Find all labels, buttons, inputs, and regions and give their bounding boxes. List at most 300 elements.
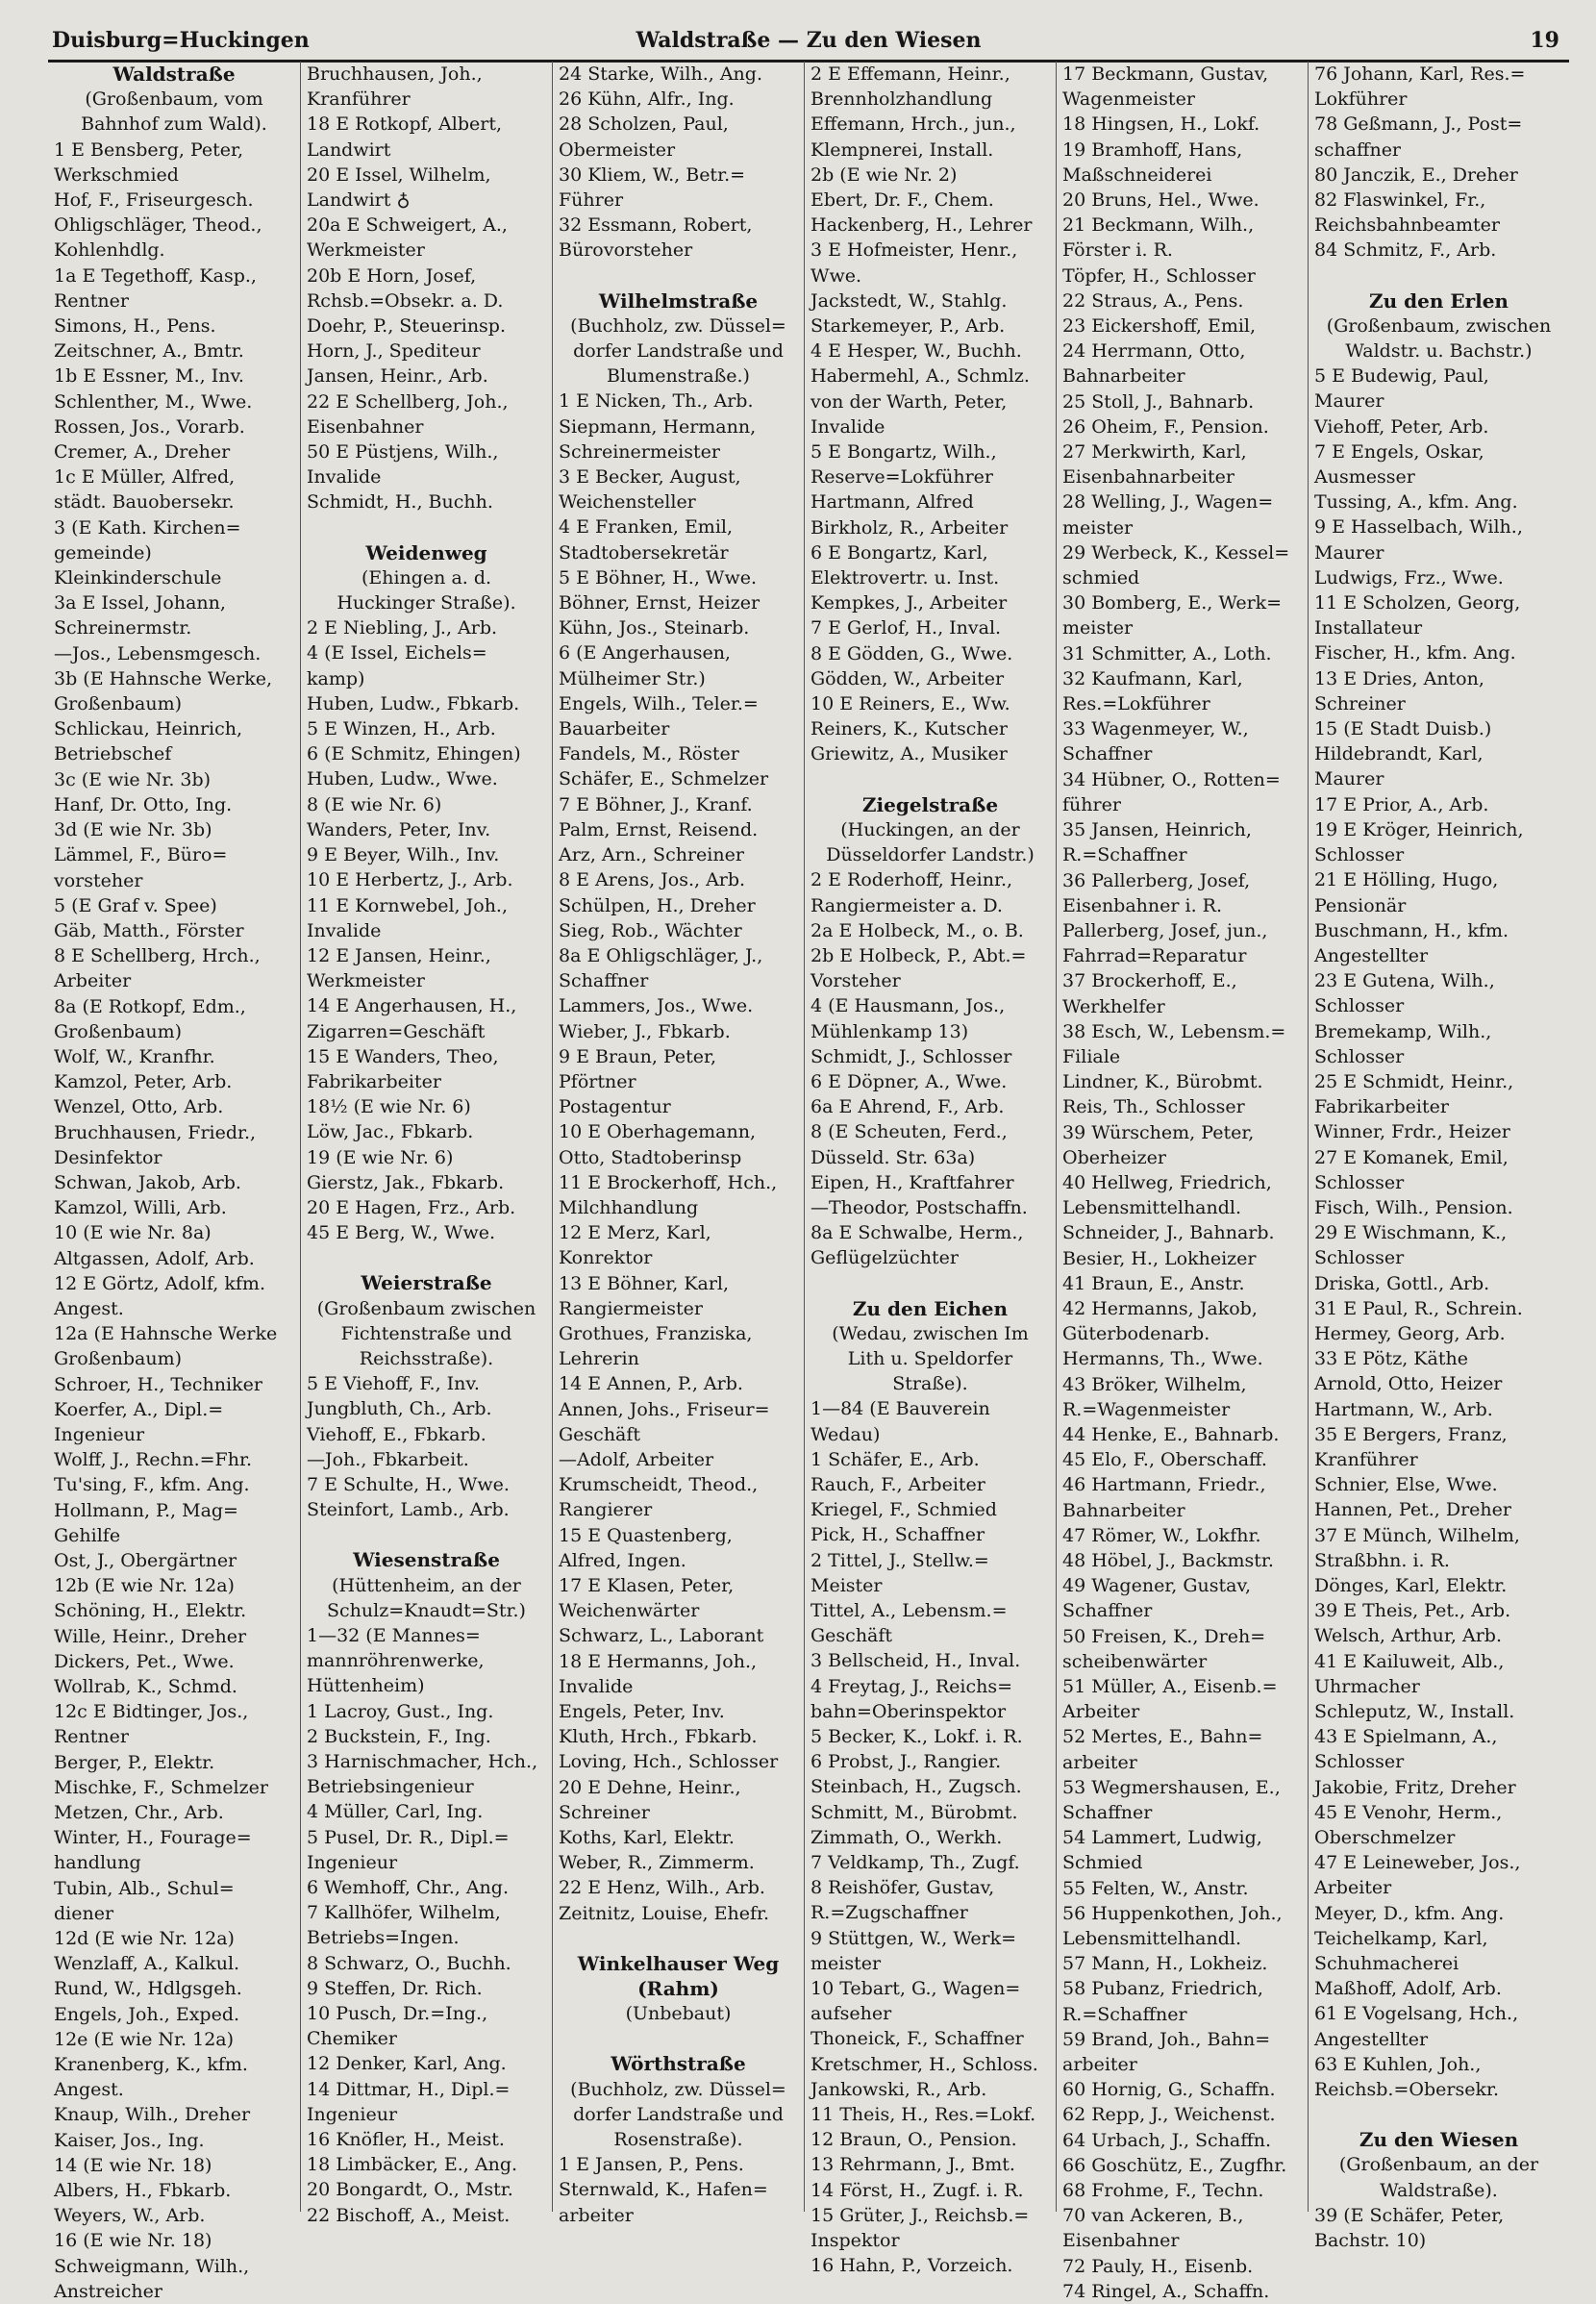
directory-entry: 22 E Schellberg, Joh., [307, 390, 509, 413]
directory-entry: 10 (E wie Nr. 8a) [54, 1222, 212, 1244]
directory-entry: Mischke, F., Schmelzer [54, 1776, 268, 1798]
directory-entry: Winter, H., Fourage= [54, 1827, 252, 1849]
directory-entry: handlung [54, 1852, 141, 1874]
directory-entry: Rentner [54, 289, 129, 312]
directory-entry: Rangierer [559, 1499, 653, 1521]
directory-entry: 14 Först, H., Zugf. i. R. [810, 2179, 1024, 2201]
directory-entry: 12d (E wie Nr. 12a) [54, 1928, 235, 1950]
directory-entry: 59 Brand, Joh., Bahn= [1062, 2028, 1271, 2050]
directory-entry: Jackstedt, W., Stahlg. [810, 289, 1008, 312]
directory-entry: Schlosser [1314, 1171, 1405, 1193]
directory-entry: 39 (E Schäfer, Peter, [1314, 2204, 1505, 2226]
directory-entry: —Jos., Lebensmgesch. [54, 642, 262, 664]
street-location-note: (Hüttenheim, an der [332, 1574, 521, 1596]
directory-entry: Kranführer [1314, 1448, 1418, 1470]
directory-entry: führer [1062, 793, 1121, 815]
street-heading: Waldstraße [112, 63, 236, 86]
directory-entry: 14 E Annen, P., Arb. [559, 1373, 743, 1395]
directory-entry: 15 E Wanders, Theo, [307, 1045, 499, 1067]
directory-entry: Sieg, Rob., Wächter [559, 919, 742, 941]
directory-entry: meister [1062, 617, 1134, 639]
directory-entry: 50 Freisen, K., Dreh= [1062, 1625, 1266, 1647]
directory-entry: Klempnerei, Install. [810, 138, 994, 161]
directory-entry: 29 Werbeck, K., Kessel= [1062, 541, 1290, 563]
directory-entry: Kempkes, J., Arbeiter [810, 592, 1008, 614]
directory-entry: 36 Pallerberg, Josef, [1062, 869, 1251, 891]
directory-entry: 4 E Hesper, W., Buchh. [810, 340, 1022, 363]
directory-entry: Metzen, Chr., Arb. [54, 1802, 224, 1824]
directory-entry: 41 Braun, E., Anstr. [1062, 1272, 1245, 1294]
directory-entry: Fabrikarbeiter [1314, 1096, 1449, 1118]
directory-entry: Betriebschef [54, 743, 172, 765]
directory-entry: 12 E Jansen, Heinr., [307, 944, 491, 966]
directory-entry: Betriebsingenieur [307, 1776, 474, 1798]
street-location-note: Waldstr. u. Bachstr.) [1345, 340, 1533, 363]
directory-entry: 37 Brockerhoff, E., [1062, 970, 1237, 992]
directory-entry: Wwe. [810, 264, 862, 287]
directory-entry: R.=Schaffner [1062, 2003, 1187, 2025]
directory-entry: schmied [1062, 567, 1140, 589]
directory-entry: Oberheizer [1062, 1146, 1166, 1168]
directory-entry: 11 E Brockerhoff, Hch., [559, 1171, 778, 1193]
column-5 [1056, 62, 1308, 2302]
directory-entry: 3 Harnischmacher, Hch., [307, 1751, 538, 1772]
directory-entry: 11 E Scholzen, Georg, [1314, 592, 1521, 614]
directory-entry: 8 E Gödden, G., Wwe. [810, 642, 1013, 664]
directory-entry: 37 E Münch, Wilhelm, [1314, 1524, 1520, 1546]
directory-entry: Engels, Joh., Exped. [54, 2003, 240, 2025]
directory-entry: scheibenwärter [1062, 1650, 1208, 1672]
directory-entry: 1b E Essner, M., Inv. [54, 365, 244, 388]
directory-entry: Schlosser [1314, 995, 1405, 1017]
directory-entry: 7 E Schulte, H., Wwe. [307, 1473, 510, 1495]
street-location-note: (Großenbaum, zwischen [1326, 314, 1552, 337]
directory-entry: 33 Wagenmeyer, W., [1062, 718, 1249, 740]
directory-entry: Pförtner [559, 1070, 636, 1092]
directory-entry: Schreinermeister [559, 440, 720, 463]
directory-entry: Lammers, Jos., Wwe. [559, 995, 754, 1017]
directory-entry: Reserve=Lokführer [810, 466, 994, 488]
directory-entry: 29 E Wischmann, K., [1314, 1222, 1508, 1244]
directory-entry: Pensionär [1314, 894, 1407, 916]
directory-entry: 12c E Bidtinger, Jos., [54, 1701, 249, 1723]
directory-entry: Schreiner [1314, 692, 1406, 714]
directory-entry: Anstreicher [54, 2280, 162, 2302]
directory-entry: Siepmann, Hermann, [559, 415, 757, 438]
directory-entry: 7 Veldkamp, Th., Zugf. [810, 1852, 1020, 1874]
directory-entry: 30 Bomberg, E., Werk= [1062, 592, 1283, 614]
directory-entry: Steinbach, H., Zugsch. [810, 1776, 1022, 1798]
directory-entry: 57 Mann, H., Lokheiz. [1062, 1953, 1268, 1975]
directory-entry: Schreinermstr. [54, 617, 192, 639]
directory-entry: Weber, R., Zimmerm. [559, 1852, 755, 1874]
directory-entry: Gödden, W., Arbeiter [810, 667, 1005, 689]
directory-entry: Reichsbahnbeamter [1314, 214, 1500, 237]
directory-entry: Gehilfe [54, 1524, 121, 1546]
street-heading: Wörthstraße [611, 2052, 746, 2076]
directory-entry: Maurer [1314, 390, 1384, 413]
directory-entry: Schlenther, M., Wwe. [54, 390, 253, 413]
directory-entry: 13 E Dries, Anton, [1314, 667, 1484, 689]
directory-entry: Fabrikarbeiter [307, 1070, 441, 1092]
directory-entry: 76 Johann, Karl, Res.= [1314, 63, 1526, 85]
directory-entry: Koerfer, A., Dipl.= [54, 1398, 224, 1420]
directory-entry: 9 Steffen, Dr. Rich. [307, 1977, 483, 1999]
directory-entry: 12 E Merz, Karl, [559, 1222, 711, 1244]
directory-entry: 47 E Leineweber, Jos., [1314, 1852, 1521, 1874]
directory-entry: Schuhmacherei [1314, 1953, 1459, 1975]
directory-entry: 6 E Bongartz, Karl, [810, 541, 988, 563]
directory-entry: schaffner [1314, 138, 1402, 161]
directory-entry: Inspektor [810, 2230, 900, 2252]
directory-entry: Otto, Stadtoberinsp [559, 1146, 742, 1168]
directory-entry: Hackenberg, H., Lehrer [810, 214, 1033, 237]
directory-entry: Schlosser [1314, 1045, 1405, 1067]
directory-entry: Arbeiter [1062, 1701, 1140, 1723]
directory-entry: 14 E Angerhausen, H., [307, 995, 517, 1017]
directory-entry: 10 E Oberhagemann, [559, 1121, 757, 1143]
directory-entry: 12e (E wie Nr. 12a) [54, 2028, 235, 2050]
directory-entry: Fisch, Wilh., Pension. [1314, 1196, 1513, 1218]
directory-entry: Horn, J., Spediteur [307, 340, 481, 363]
directory-entry: Maurer [1314, 768, 1384, 790]
directory-entry: Hartmann, Alfred [810, 491, 974, 513]
directory-entry: Koths, Karl, Elektr. [559, 1827, 735, 1849]
directory-entry: 60 Hornig, G., Schaffn. [1062, 2079, 1276, 2101]
directory-entry: 3b (E Hahnsche Werke, [54, 667, 272, 689]
directory-entry: Dönges, Karl, Elektr. [1314, 1574, 1508, 1596]
directory-entry: Sternwald, K., Hafen= [559, 2179, 768, 2201]
directory-entry: 4 Müller, Carl, Ing. [307, 1801, 484, 1823]
directory-entry: Wenzlaff, A., Kalkul. [54, 1953, 240, 1975]
street-location-note: Lith u. Speldorfer [847, 1347, 1013, 1369]
directory-entry: Res.=Lokführer [1062, 693, 1210, 715]
page-header [48, 21, 1569, 63]
directory-entry: Gäb, Matth., Förster [54, 919, 244, 941]
directory-entry: 18 E Rotkopf, Albert, [307, 113, 503, 136]
directory-entry: 12b (E wie Nr. 12a) [54, 1575, 235, 1597]
street-location-note: (Großenbaum zwischen [316, 1297, 536, 1319]
directory-entry: Kühn, Jos., Steinarb. [559, 617, 750, 639]
street-location-note: Schulz=Knaudt=Str.) [327, 1599, 526, 1621]
directory-columns [48, 62, 1569, 2302]
directory-entry: 25 E Schmidt, Heinr., [1314, 1070, 1514, 1092]
directory-entry: 2b (E wie Nr. 2) [810, 163, 958, 186]
street-heading: Winkelhauser Weg [577, 1951, 780, 1975]
directory-entry: 18 Limbäcker, E., Ang. [307, 2154, 518, 2176]
directory-entry: Kohlenhdlg. [54, 239, 165, 262]
directory-entry: 2b E Holbeck, P., Abt.= [810, 944, 1027, 966]
directory-entry: 1 E Nicken, Th., Arb. [559, 390, 754, 413]
directory-entry: 6 (E Schmitz, Ehingen) [307, 743, 521, 765]
directory-entry: Schwan, Jakob, Arb. [54, 1171, 241, 1193]
directory-entry: Winner, Frdr., Heizer [1314, 1121, 1510, 1143]
directory-entry: Tubin, Alb., Schul= [54, 1877, 235, 1899]
directory-entry: 56 Huppenkothen, Joh., [1062, 1902, 1283, 1924]
directory-entry: Krumscheidt, Theod., [559, 1474, 759, 1496]
directory-entry: Wieber, J., Fbkarb. [559, 1020, 731, 1042]
directory-entry: Invalide [307, 466, 382, 488]
directory-entry: 33 E Pötz, Käthe [1314, 1348, 1468, 1370]
directory-entry: 2 E Niebling, J., Arb. [307, 617, 498, 639]
directory-entry: Viehoff, Peter, Arb. [1314, 415, 1489, 438]
column-1 [48, 62, 300, 2302]
directory-entry: 43 Bröker, Wilhelm, [1062, 1373, 1247, 1395]
directory-entry: Eisenbahner i. R. [1062, 894, 1223, 916]
directory-entry: Buschmann, H., kfm. [1314, 919, 1509, 941]
directory-entry: 24 Starke, Wilh., Ang. [559, 63, 762, 85]
directory-entry: Eipen, H., Kraftfahrer [810, 1171, 1014, 1193]
directory-entry: 11 E Kornwebel, Joh., [307, 894, 509, 916]
directory-entry: 9 E Hasselbach, Wilh., [1314, 516, 1523, 538]
directory-entry: Altgassen, Adolf, Arb. [54, 1247, 255, 1269]
directory-entry: 64 Urbach, J., Schaffn. [1062, 2129, 1272, 2151]
directory-entry: Ebert, Dr. F., Chem. [810, 189, 994, 212]
directory-entry: 19 Bramhoff, Hans, [1062, 138, 1243, 161]
directory-entry: —Theodor, Postschaffn. [810, 1196, 1028, 1218]
directory-entry: Arz, Arn., Schreiner [559, 844, 744, 866]
directory-entry: 19 E Kröger, Heinrich, [1314, 818, 1524, 840]
directory-entry: 16 (E wie Nr. 18) [54, 2230, 212, 2252]
directory-entry: Schlickau, Heinrich, [54, 718, 243, 740]
directory-entry: Hildebrandt, Karl, [1314, 743, 1484, 765]
directory-entry: Driska, Gottl., Arb. [1314, 1272, 1490, 1294]
directory-entry: 28 Welling, J., Wagen= [1062, 491, 1274, 513]
directory-entry: Huben, Ludw., Fbkarb. [307, 692, 520, 714]
directory-entry: Hartmann, W., Arb. [1314, 1398, 1493, 1420]
directory-entry: Maßschneiderei [1062, 163, 1212, 186]
directory-entry: 7 Kallhöfer, Wilhelm, [307, 1902, 501, 1924]
directory-entry: Pallerberg, Josef, jun., [1062, 919, 1268, 941]
directory-entry: 12 E Görtz, Adolf, kfm. [54, 1272, 265, 1294]
directory-entry: Filiale [1062, 1045, 1121, 1067]
directory-entry: 4 (E Hausmann, Jos., [810, 995, 1006, 1017]
directory-entry: Zigarren=Geschäft [307, 1020, 486, 1042]
directory-entry: Hof, F., Friseurgesch. [54, 189, 254, 212]
directory-entry: Rangiermeister [559, 1297, 703, 1319]
directory-entry: Schweigmann, Wilh., [54, 2255, 250, 2277]
street-heading: Weidenweg [365, 540, 487, 564]
directory-entry: Kranführer [307, 88, 411, 111]
directory-entry: Führer [559, 189, 624, 212]
directory-entry: Griewitz, A., Musiker [810, 743, 1008, 765]
directory-entry: Welsch, Arthur, Arb. [1314, 1625, 1503, 1647]
directory-entry: 74 Ringel, A., Schaffn. [1062, 2280, 1270, 2302]
directory-entry: 1a E Tegethoff, Kasp., [54, 264, 257, 287]
directory-entry: Effemann, Hrch., jun., [810, 113, 1016, 136]
directory-entry: Zeitschner, A., Bmtr. [54, 340, 244, 363]
directory-entry: 17 E Prior, A., Arb. [1314, 793, 1489, 815]
directory-entry: 39 Würschem, Peter, [1062, 1121, 1255, 1143]
street-location-note: Blumenstraße.) [607, 365, 750, 388]
directory-entry: Hüttenheim) [307, 1675, 425, 1697]
directory-entry: Stadtobersekretär [559, 541, 729, 563]
directory-entry: Oberschmelzer [1314, 1827, 1456, 1849]
column-4 [804, 62, 1056, 2277]
directory-entry: Eisenbahner [307, 415, 424, 438]
directory-entry: 6 Probst, J., Rangier. [810, 1751, 1002, 1773]
directory-entry: Ludwigs, Frz., Wwe. [1314, 566, 1504, 589]
directory-entry: R.=Zugschaffner [810, 1902, 968, 1924]
directory-entry: Bahnarbeiter [1062, 365, 1185, 388]
directory-entry: 44 Henke, E., Bahnarb. [1062, 1423, 1280, 1445]
directory-entry: 50 E Püstjens, Wilh., [307, 441, 499, 463]
directory-entry: 4 E Franken, Emil, [559, 516, 734, 538]
directory-entry: 6a E Ahrend, F., Arb. [810, 1096, 1005, 1118]
directory-entry: 3 E Becker, August, [559, 466, 741, 488]
directory-entry: Viehoff, E., Fbkarb. [307, 1423, 486, 1445]
directory-entry: Uhrmacher [1314, 1675, 1420, 1697]
directory-entry: 9 E Beyer, Wilh., Inv. [307, 844, 500, 866]
directory-entry: 35 Jansen, Heinrich, [1062, 819, 1252, 841]
directory-entry: Simons, H., Pens. [54, 315, 216, 338]
directory-entry: Geflügelzüchter [810, 1247, 959, 1269]
directory-entry: Bahnarbeiter [1062, 1499, 1185, 1521]
directory-entry: Vorsteher [810, 970, 901, 992]
directory-entry: Meyer, D., kfm. Ang. [1314, 1902, 1505, 1924]
street-location-note: Fichtenstraße und [340, 1322, 512, 1344]
directory-entry: Weyers, W., Arb. [54, 2205, 206, 2227]
directory-entry: Rossen, Jos., Vorarb. [54, 415, 245, 438]
street-location-note: dorfer Landstraße und [573, 2103, 784, 2125]
street-heading: Zu den Eichen [852, 1296, 1009, 1320]
directory-entry: Lebensmittelhandl. [1062, 1197, 1242, 1219]
directory-entry: Annen, Johs., Friseur= [559, 1398, 770, 1420]
directory-entry: 6 Wemhoff, Chr., Ang. [307, 1877, 509, 1899]
street-location-note: Waldstraße). [1380, 2179, 1498, 2201]
directory-entry: 4 Freytag, J., Reichs= [810, 1675, 1013, 1697]
directory-entry: städt. Bauobersekr. [54, 491, 235, 513]
directory-entry: 72 Pauly, H., Eisenb. [1062, 2255, 1254, 2277]
directory-entry: Werkmeister [307, 970, 425, 992]
directory-entry: 15 (E Stadt Duisb.) [1314, 718, 1492, 740]
directory-entry: 51 Müller, A., Eisenb.= [1062, 1676, 1278, 1697]
directory-entry: Schlosser [1314, 844, 1405, 866]
directory-entry: 5 E Viehoff, F., Inv. [307, 1373, 480, 1395]
directory-entry: Meister [810, 1574, 883, 1596]
directory-entry: Jungbluth, Ch., Arb. [307, 1398, 492, 1420]
directory-entry: 49 Wagener, Gustav, [1062, 1575, 1252, 1597]
directory-entry: Kaiser, Jos., Ing. [54, 2129, 205, 2151]
directory-entry: 3 (E Kath. Kirchen= [54, 516, 241, 538]
directory-entry: Lämmel, F., Büro= [54, 844, 228, 866]
directory-entry: Hermey, Georg, Arb. [1314, 1322, 1506, 1344]
directory-entry: 22 E Henz, Wilh., Arb. [559, 1877, 765, 1899]
directory-entry: 3a E Issel, Johann, [54, 592, 226, 614]
directory-entry: Löw, Jac., Fbkarb. [307, 1121, 474, 1143]
directory-entry: 3 E Hofmeister, Henr., [810, 239, 1018, 262]
directory-entry: 62 Repp, J., Weichenst. [1062, 2104, 1276, 2126]
directory-entry: Lokführer [1314, 88, 1408, 111]
directory-entry: Wanders, Peter, Inv. [307, 818, 491, 840]
directory-entry: 42 Hermanns, Jakob, [1062, 1297, 1258, 1319]
directory-entry: Wolff, J., Rechn.=Fhr. [54, 1449, 252, 1471]
directory-entry: Schülpen, H., Dreher [559, 894, 756, 916]
street-location-note: Rosenstraße). [613, 2129, 743, 2151]
directory-entry: Rauch, F., Arbeiter [810, 1473, 985, 1495]
directory-entry: 10 Tebart, G., Wagen= [810, 1978, 1021, 2000]
directory-entry: meister [810, 1952, 882, 1974]
directory-entry: 63 E Kuhlen, Joh., [1314, 2053, 1482, 2075]
directory-entry: Schmied [1062, 1852, 1143, 1874]
directory-entry: Werkschmied [54, 163, 179, 186]
directory-entry: Kriegel, F., Schmied [810, 1499, 997, 1521]
directory-entry: 8 Schwarz, O., Buchh. [307, 1952, 511, 1974]
directory-entry: Teichelkamp, Karl, [1314, 1927, 1488, 1949]
directory-entry: Angest. [54, 2079, 124, 2101]
directory-entry: 84 Schmitz, F., Arb. [1314, 239, 1497, 262]
directory-entry: Werkmeister [307, 239, 425, 262]
directory-entry: 25 Stoll, J., Bahnarb. [1062, 390, 1255, 413]
directory-entry: Pick, H., Schaffner [810, 1524, 985, 1546]
directory-entry: —Adolf, Arbeiter [559, 1448, 714, 1470]
directory-entry: Landwirt ♁ [307, 189, 411, 212]
directory-entry: 5 Pusel, Dr. R., Dipl.= [307, 1826, 510, 1848]
directory-entry: Albers, H., Fbkarb. [54, 2180, 232, 2202]
directory-entry: Schleputz, W., Install. [1314, 1701, 1515, 1722]
directory-entry: 24 Herrmann, Otto, [1062, 340, 1246, 363]
directory-entry: Cremer, A., Dreher [54, 441, 231, 463]
header-district: Duisburg=Huckingen [52, 28, 310, 53]
directory-entry: Düsseld. Str. 63a) [810, 1146, 976, 1168]
directory-entry: Arbeiter [1314, 1877, 1392, 1899]
directory-entry: Rchsb.=Obsekr. a. D. [307, 289, 504, 312]
directory-entry: Starkemeyer, P., Arb. [810, 315, 1006, 338]
directory-entry: 43 E Spielmann, A., [1314, 1726, 1498, 1748]
directory-entry: 13 Rehrmann, J., Bmt. [810, 2154, 1015, 2176]
directory-entry: 12a (E Hahnsche Werke [54, 1323, 278, 1345]
directory-entry: Angestellter [1314, 2028, 1429, 2050]
directory-entry: Obermeister [559, 138, 676, 161]
directory-entry: 2 Buckstein, F., Ing. [307, 1725, 491, 1747]
directory-entry: Angest. [54, 1297, 124, 1319]
directory-entry: Fischer, H., kfm. Ang. [1314, 642, 1516, 664]
directory-entry: 8 (E wie Nr. 6) [307, 793, 442, 815]
directory-entry: Förster i. R. [1062, 239, 1173, 262]
directory-entry: Brennholzhandlung [810, 88, 993, 111]
column-2 [300, 62, 552, 2226]
directory-entry: Hanf, Dr. Otto, Ing. [54, 793, 233, 815]
directory-entry: Desinfektor [54, 1146, 162, 1168]
directory-entry: 17 Beckmann, Gustav, [1062, 63, 1269, 85]
directory-entry: Birkholz, R., Arbeiter [810, 516, 1009, 538]
directory-entry: Rund, W., Hdlgsgeh. [54, 1978, 242, 2000]
directory-entry: meister [1062, 516, 1134, 538]
street-location-note: dorfer Landstraße und [573, 340, 784, 363]
directory-entry: 38 Esch, W., Lebensm.= [1062, 1020, 1286, 1042]
directory-entry: Arnold, Otto, Heizer [1314, 1373, 1503, 1395]
directory-entry: Steinfort, Lamb., Arb. [307, 1499, 510, 1521]
directory-entry: 45 E Venohr, Herm., [1314, 1801, 1503, 1823]
directory-entry: kamp) [307, 667, 365, 689]
directory-entry: 15 E Quastenberg, [559, 1524, 733, 1546]
directory-entry: Betriebs=Ingen. [307, 1927, 460, 1949]
directory-entry: 31 Schmitter, A., Loth. [1062, 642, 1272, 664]
directory-entry: Mühlenkamp 13) [810, 1020, 969, 1042]
directory-entry: Straßbhn. i. R. [1314, 1549, 1450, 1571]
street-location-note: Reichsstraße). [359, 1347, 494, 1369]
directory-entry: Installateur [1314, 617, 1423, 639]
directory-entry: Bauarbeiter [559, 718, 670, 740]
directory-entry: gemeinde) [54, 541, 152, 563]
directory-entry: 20 E Issel, Wilhelm, [307, 163, 491, 186]
directory-entry: Hannen, Pet., Dreher [1314, 1499, 1511, 1521]
directory-entry: Zeitnitz, Louise, Ehefr. [559, 1902, 770, 1924]
directory-entry: 23 E Gutena, Wilh., [1314, 970, 1495, 992]
directory-entry: Jakobie, Fritz, Dreher [1314, 1776, 1516, 1798]
directory-entry: 45 Elo, F., Oberschaff. [1062, 1449, 1267, 1471]
directory-entry: vorsteher [54, 869, 143, 891]
